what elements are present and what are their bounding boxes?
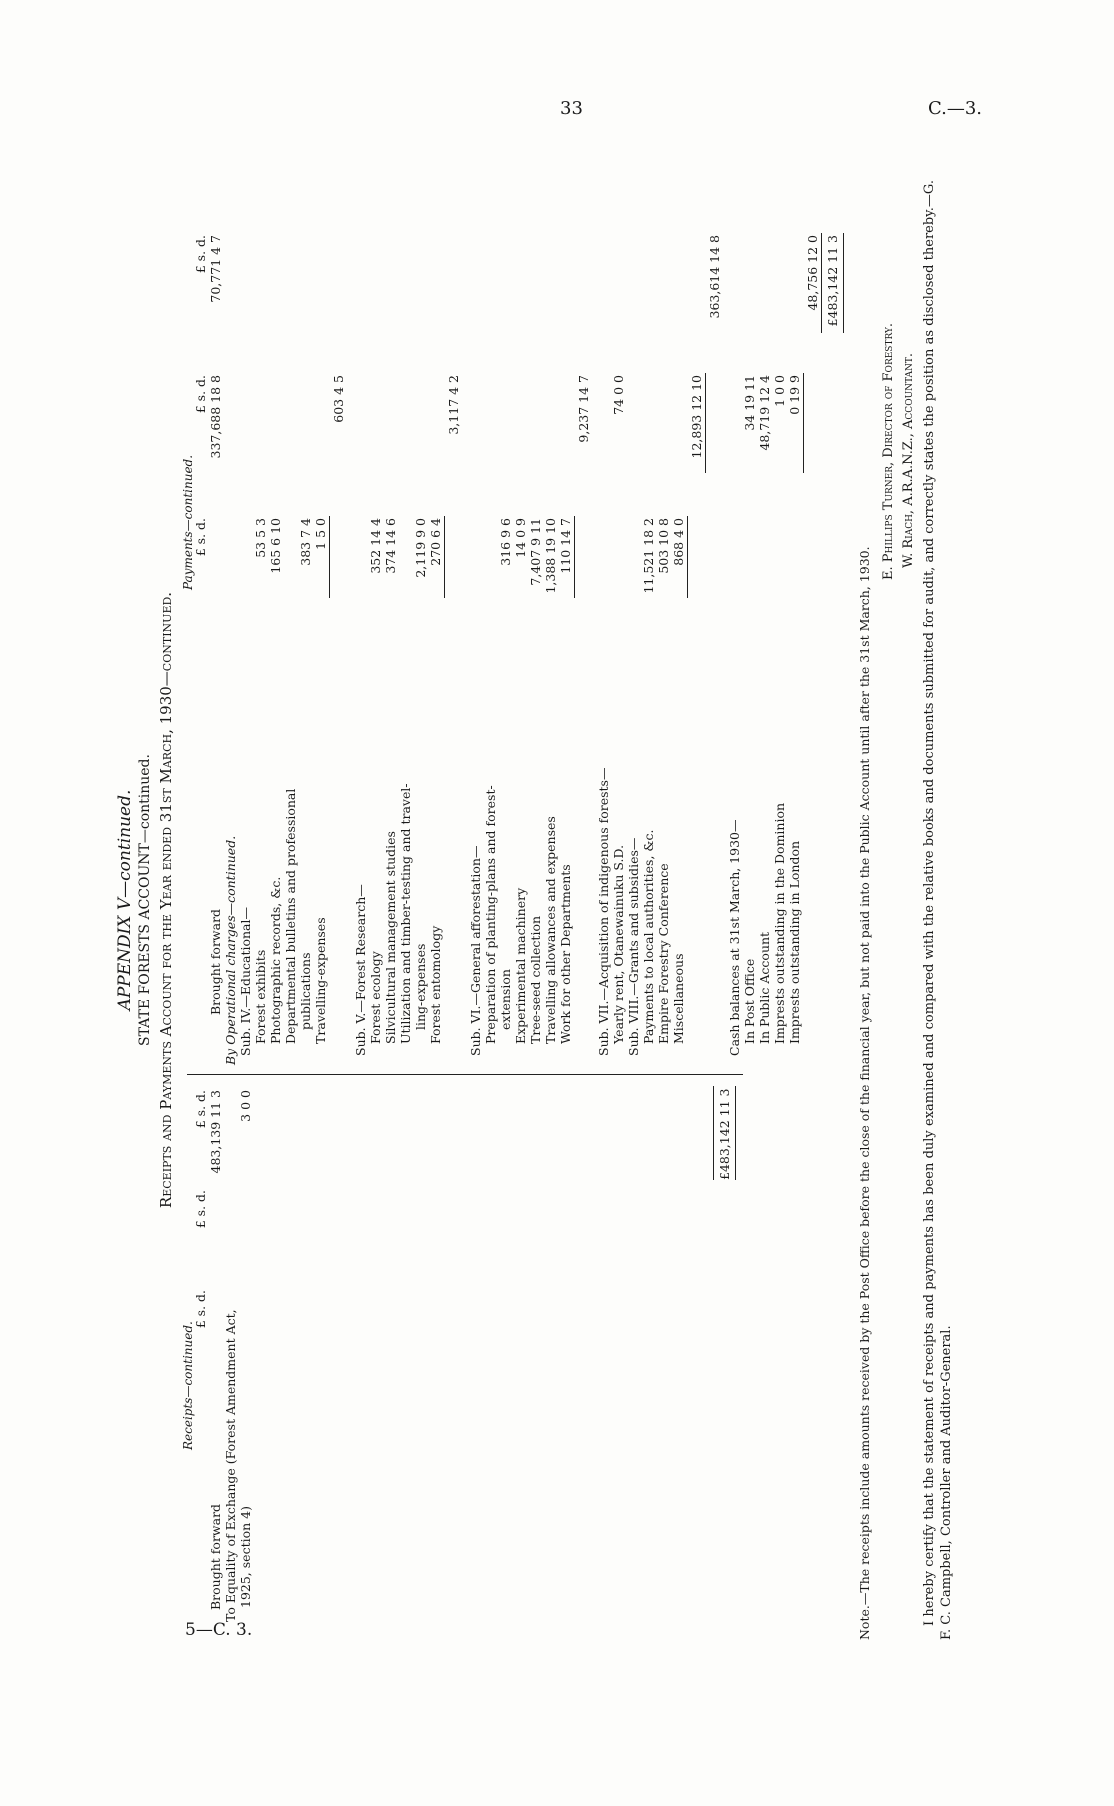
cash-item-label: In Post Office bbox=[742, 958, 757, 1044]
operational-charges-heading: By Operational charges—continued. bbox=[223, 835, 238, 1065]
appendix-title: APPENDIX V—continued. bbox=[115, 789, 135, 1011]
sub4-item-amount: 383 7 4 bbox=[298, 518, 313, 566]
receipts-total: £483,142 11 3 bbox=[717, 1088, 732, 1180]
receipts-brought-forward-amount: 483,139 11 3 bbox=[208, 1090, 223, 1174]
cash-item-label: Imprests outstanding in London bbox=[787, 840, 802, 1044]
document-reference: C.—3. bbox=[928, 98, 983, 119]
payments-col-head-1: £ s. d. bbox=[193, 518, 208, 557]
sub4-title: Sub. IV.—Educational— bbox=[238, 907, 253, 1056]
column-divider bbox=[187, 1074, 743, 1075]
sub6-title: Sub. VI.—General afforestation— bbox=[468, 845, 483, 1056]
sub7-item-label: Yearly rent, Otanewainuku S.D. bbox=[611, 844, 626, 1044]
cash-item-amount: 1 0 0 bbox=[772, 375, 787, 407]
sub4-item-label: Forest exhibits bbox=[253, 949, 268, 1044]
sub6-subtotal: 9,237 14 7 bbox=[576, 375, 591, 443]
receipts-brought-forward-label: Brought forward bbox=[208, 1503, 223, 1610]
sub8-item-label: Payments to local authorities, &c. bbox=[641, 829, 656, 1044]
receipts-equality-label-1: To Equality of Exchange (Forest Amendment Act, bbox=[223, 1309, 238, 1622]
sub6-item-amount: 14 0 9 bbox=[513, 518, 528, 558]
sub8-item-label: Miscellaneous bbox=[671, 953, 686, 1044]
sub7-title: Sub. VII.—Acquisition of indigenous forests— bbox=[596, 767, 611, 1056]
sub8-title: Sub. VIII.—Grants and subsidies— bbox=[626, 837, 641, 1056]
note: Note.—The receipts include amounts received by the Post Office before the close of the financial year, but not paid into the Public Account until after the 31st March, 1930. bbox=[857, 546, 872, 1640]
receipts-equality-amount: 3 0 0 bbox=[238, 1090, 253, 1122]
sub6-item-label: extension bbox=[498, 969, 513, 1030]
sub8-item-label: Empire Forestry Conference bbox=[656, 863, 671, 1044]
sub8-item-amount: 868 4 0 bbox=[671, 518, 686, 566]
sub4-subtotal: 603 4 5 bbox=[331, 375, 346, 423]
sub5-item-label: Forest entomology bbox=[428, 925, 443, 1044]
sub8-item-amount: 503 10 8 bbox=[656, 518, 671, 574]
sub6-item-label: Work for other Departments bbox=[558, 864, 573, 1044]
receipts-col-head-1: £ s. d. bbox=[193, 1290, 208, 1329]
sub6-item-label: Experimental machinery bbox=[513, 887, 528, 1044]
sub5-item-label: Utilization and timber-testing and travel- bbox=[398, 783, 413, 1044]
sub5-item-amount: 374 14 6 bbox=[383, 518, 398, 574]
sub6-item-amount: 316 9 6 bbox=[498, 518, 513, 566]
sub8-rule bbox=[687, 516, 688, 598]
payments-brought-forward-label: Brought forward bbox=[208, 908, 223, 1015]
payments-header: Payments—continued. bbox=[181, 454, 195, 590]
payments-total-rule-top bbox=[821, 233, 822, 333]
sub5-item-amount: 352 14 4 bbox=[368, 518, 383, 574]
sub4-item-amount: 1 5 0 bbox=[313, 518, 328, 550]
payments-brought-forward-right: 70,771 4 7 bbox=[208, 235, 223, 303]
sub4-item-label: Photographic records, &c. bbox=[268, 876, 283, 1044]
operational-group-total: 363,614 14 8 bbox=[707, 235, 722, 319]
payments-brought-forward-mid: 337,688 18 8 bbox=[208, 375, 223, 459]
receipts-col-head-2: £ s. d. bbox=[193, 1190, 208, 1229]
receipts-total-rule-top bbox=[713, 1086, 714, 1180]
receipts-col-head-3: £ s. d. bbox=[193, 1090, 208, 1129]
sub5-item-label: ling-expenses bbox=[413, 943, 428, 1030]
rotated-statement bbox=[115, 120, 995, 1680]
sub5-item-amount: 270 6 4 bbox=[428, 518, 443, 566]
receipts-total-rule-bottom bbox=[735, 1086, 736, 1180]
cash-item-amount: 0 19 9 bbox=[787, 375, 802, 415]
account-title: STATE FORESTS ACCOUNT—continued. bbox=[137, 754, 153, 1046]
sub4-item-amount: 53 5 3 bbox=[253, 518, 268, 558]
cash-item-amount: 34 19 11 bbox=[742, 375, 757, 431]
sub6-item-amount: 7,407 9 11 bbox=[528, 518, 543, 586]
sub5-title: Sub. V.—Forest Research— bbox=[353, 884, 368, 1056]
cash-item-amount: 48,719 12 4 bbox=[757, 375, 772, 451]
sub6-item-amount: 110 14 7 bbox=[558, 518, 573, 574]
sub5-item-label: Silvicultural management studies bbox=[383, 831, 398, 1044]
page-number: 33 bbox=[560, 98, 583, 119]
sub6-item-amount: 1,388 19 10 bbox=[543, 518, 558, 594]
sub4-rule bbox=[329, 516, 330, 598]
sub8-subtotal: 12,893 12 10 bbox=[689, 375, 704, 459]
sub6-item-label: Preparation of planting-plans and forest- bbox=[483, 785, 498, 1044]
sub5-subtotal: 3,117 4 2 bbox=[446, 375, 461, 435]
auditor-certificate: I hereby certify that the statement of receipts and payments has been duly examined and compared with the relative books and documents submitted for audit, and correctly states the position as disclosed thereby.—G. F. C. Campbell, Controller and Auditor-General. bbox=[922, 180, 954, 1640]
payments-col-head-2: £ s. d. bbox=[193, 375, 208, 414]
cash-item-label: Imprests outstanding in the Dominion bbox=[772, 802, 787, 1044]
sub6-item-label: Travelling allowances and expenses bbox=[543, 816, 558, 1044]
cash-total: 48,756 12 0 bbox=[805, 235, 820, 311]
group-rule bbox=[705, 373, 706, 473]
sub4-item-label: Departmental bulletins and professional bbox=[283, 788, 298, 1044]
sub6-rule bbox=[574, 516, 575, 598]
sub5-item-label: Forest ecology bbox=[368, 951, 383, 1044]
statement-title: Receipts and Payments Account for the Year ended 31st March, 1930—continued. bbox=[157, 591, 175, 1209]
cash-rule bbox=[803, 373, 804, 473]
payments-col-head-3: £ s. d. bbox=[193, 235, 208, 274]
sub7-amount: 74 0 0 bbox=[611, 375, 626, 415]
receipts-equality-label-2: 1925, section 4) bbox=[238, 1506, 253, 1608]
payments-total: £483,142 11 3 bbox=[825, 235, 840, 327]
cash-item-label: In Public Account bbox=[757, 931, 772, 1044]
cash-title: Cash balances at 31st March, 1930— bbox=[727, 819, 742, 1056]
receipts-header: Receipts—continued. bbox=[181, 1321, 195, 1450]
payments-total-rule-bottom bbox=[843, 233, 844, 333]
sub4-item-label: publications bbox=[298, 952, 313, 1030]
signature-director: E. Phillips Turner, Director of Forestry. bbox=[881, 322, 896, 580]
sub8-item-amount: 11,521 18 2 bbox=[641, 518, 656, 594]
sheet-mark: 5—C. 3. bbox=[185, 1620, 253, 1640]
sub5-item-amount: 2,119 9 0 bbox=[413, 518, 428, 578]
sub5-rule bbox=[444, 516, 445, 598]
sub4-item-amount: 165 6 10 bbox=[268, 518, 283, 574]
signature-accountant: W. Riach, A.R.A.N.Z., Accountant. bbox=[901, 352, 916, 568]
sub6-item-label: Tree-seed collection bbox=[528, 915, 543, 1044]
sub4-item-label: Travelling-expenses bbox=[313, 917, 328, 1044]
